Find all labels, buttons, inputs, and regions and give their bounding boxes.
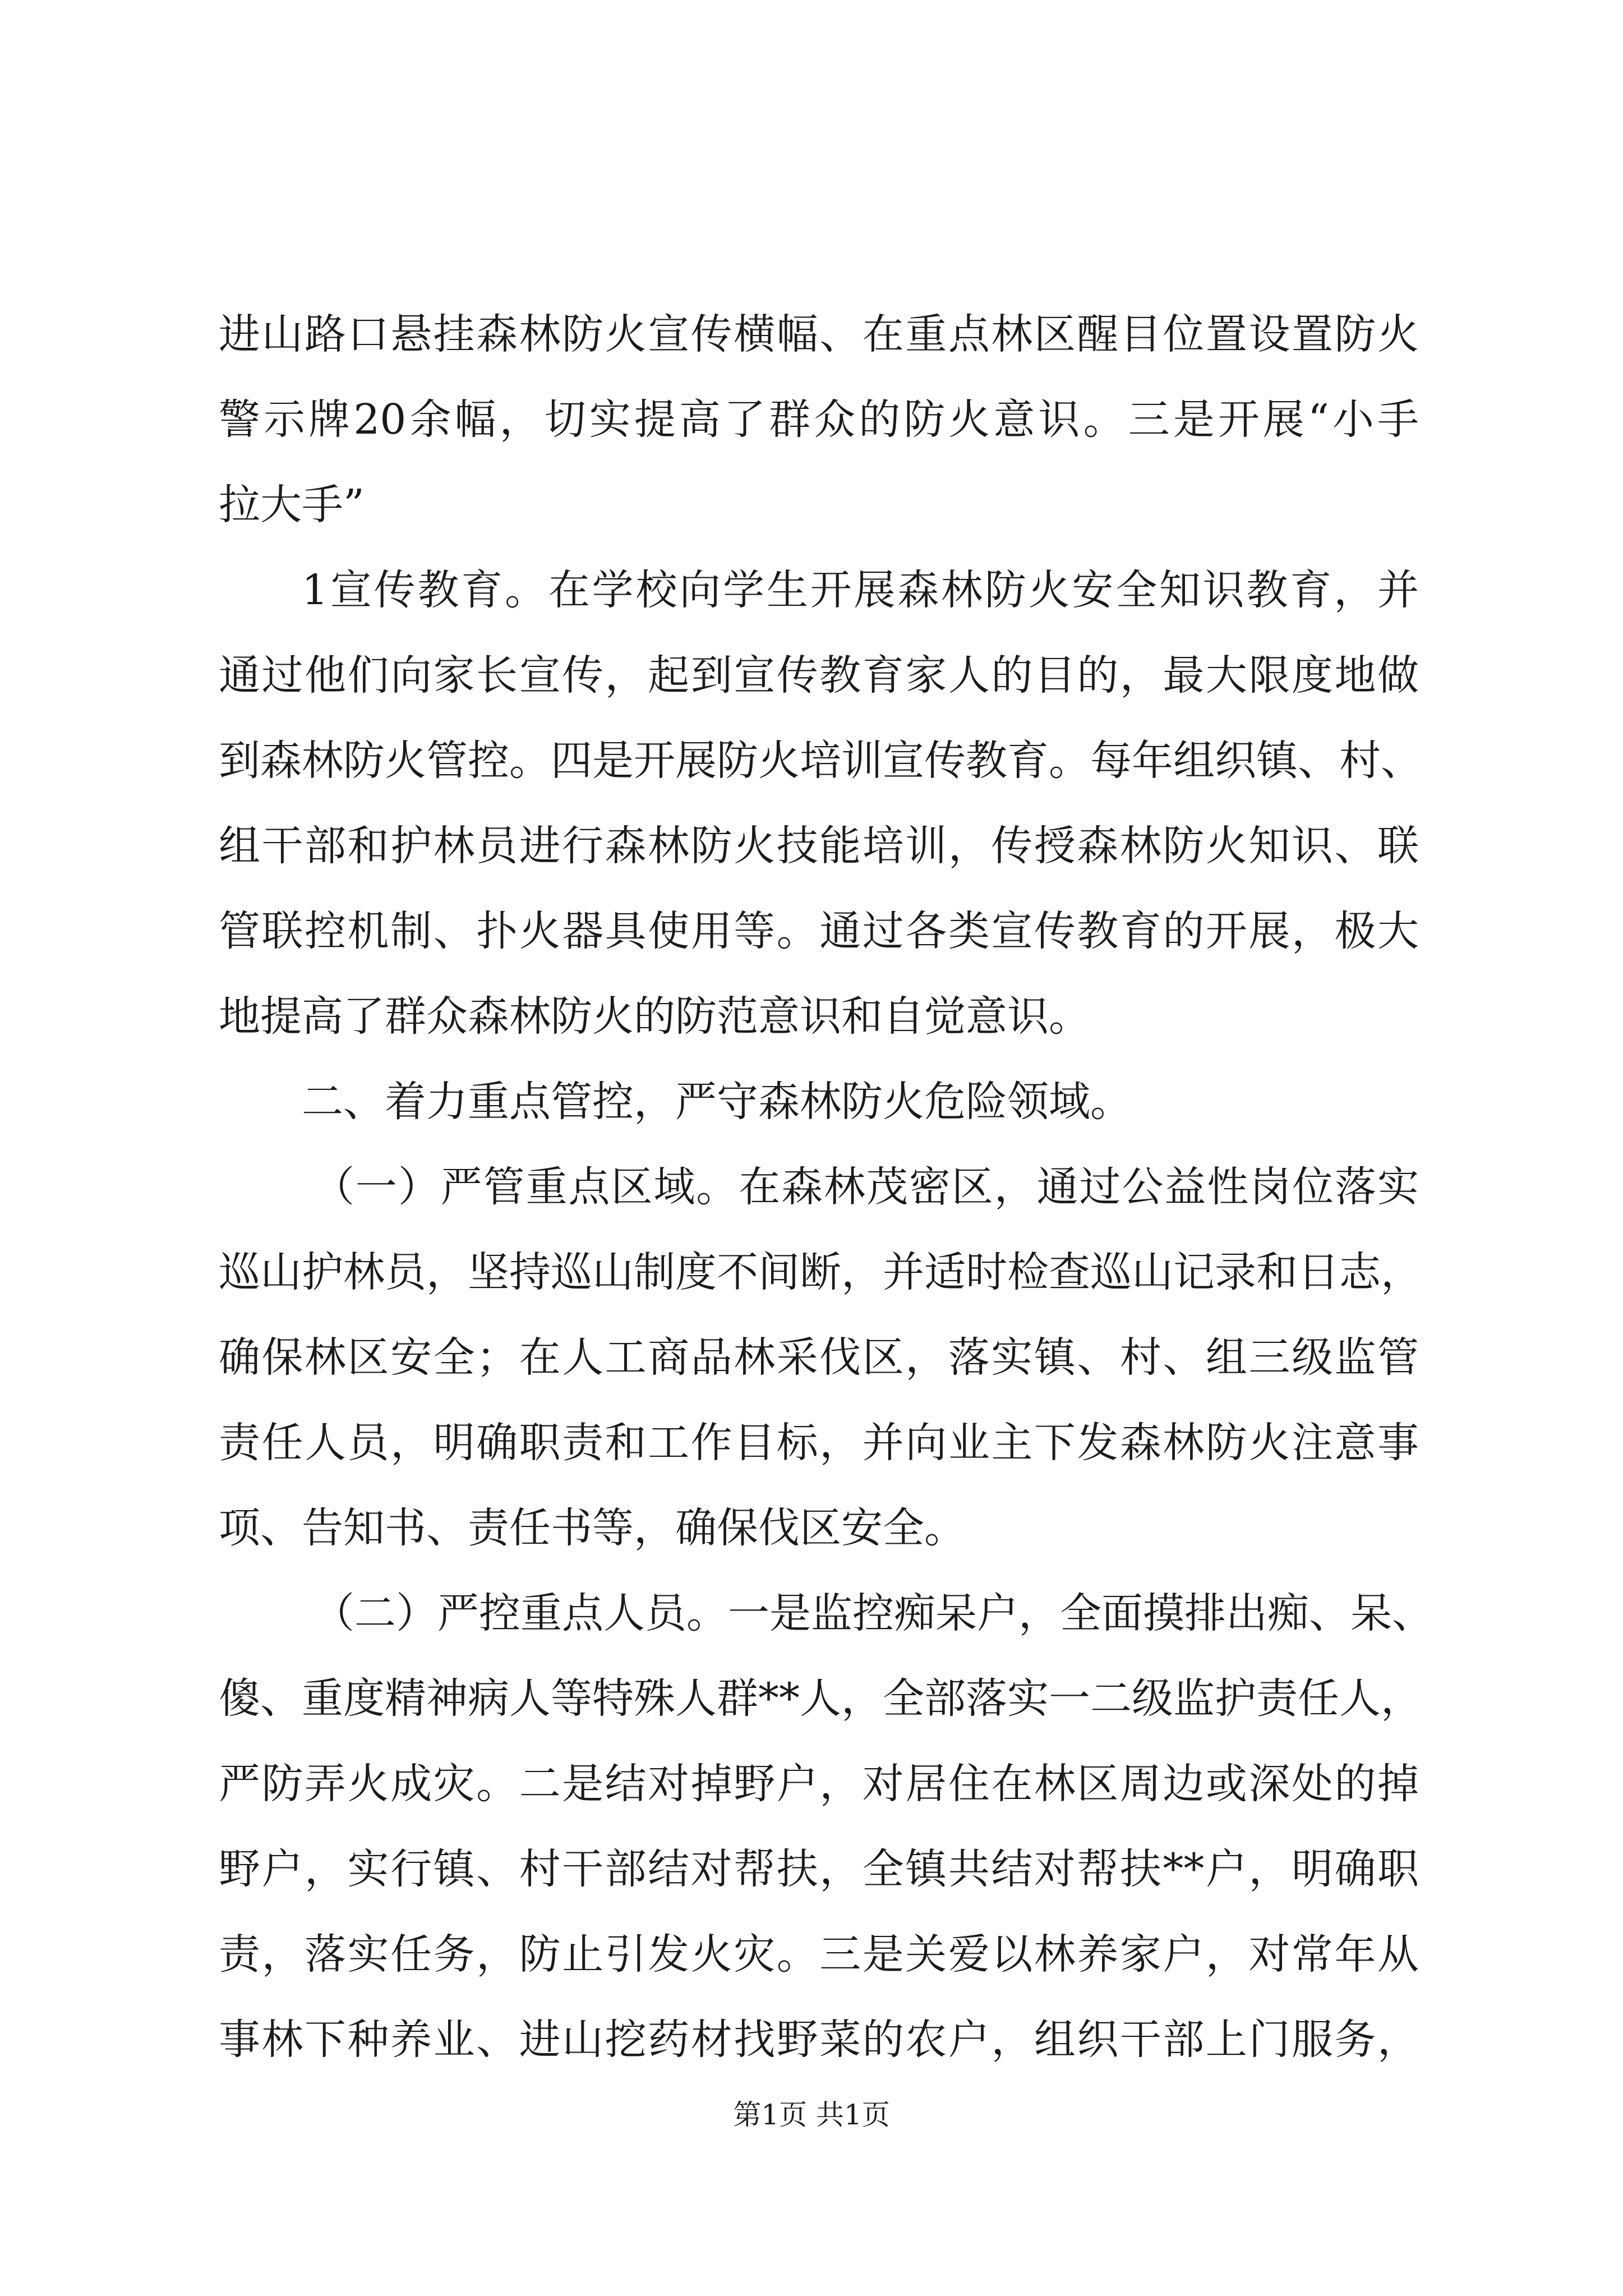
text-line: 事林下种养业、进山挖药材找野菜的农户，组织干部上门服务， [219, 2016, 1419, 2064]
paragraph-start-line: （二）严控重点人员。一是监控痴呆户，全面摸排出痴、呆、 [313, 1589, 1433, 1637]
text-line: 确保林区安全；在人工商品林采伐区，落实镇、村、组三级监管 [219, 1333, 1419, 1382]
text-line: 责，落实任务，防止引发火灾。三是关爱以林养家户，对常年从 [219, 1930, 1419, 1978]
text-line: 项、告知书、责任书等，确保伐区安全。 [219, 1504, 966, 1552]
text-line: 通过他们向家长宣传，起到宣传教育家人的目的，最大限度地做 [219, 651, 1419, 700]
text-line: 管联控机制、扑火器具使用等。通过各类宣传教育的开展，极大 [219, 907, 1419, 955]
page-footer: 第1页 共1页 [733, 2099, 890, 2131]
text-line: 傻、重度精神病人等特殊人群**人，全部落实一二级监护责任人， [219, 1674, 1422, 1723]
text-line: 警示牌20余幅，切实提高了群众的防火意识。三是开展“小手 [219, 395, 1419, 444]
text-line: 组干部和护林员进行森林防火技能培训，传授森林防火知识、联 [219, 822, 1419, 870]
text-line: 地提高了群众森林防火的防范意识和自觉意识。 [219, 992, 1090, 1041]
document-body [219, 292, 1433, 2082]
text-line: 拉大手” [219, 481, 365, 529]
text-line: 进山路口悬挂森林防火宣传横幅、在重点林区醒目位置设置防火 [219, 310, 1419, 358]
text-line: 严防弄火成灾。二是结对掉野户，对居住在林区周边或深处的掉 [219, 1760, 1419, 1808]
paragraph-start-line: 1宣传教育。在学校向学生开展森林防火安全知识教育，并 [302, 566, 1419, 614]
paragraph-start-line: （一）严管重点区域。在森林茂密区，通过公益性岗位落实 [313, 1163, 1419, 1211]
text-line: 巡山护林员，坚持巡山制度不间断，并适时检查巡山记录和日志， [219, 1248, 1422, 1296]
section-heading: 二、着力重点管控，严守森林防火危险领域。 [302, 1078, 1132, 1126]
text-line: 到森林防火管控。四是开展防火培训宣传教育。每年组织镇、村、 [219, 737, 1422, 785]
text-line: 野户，实行镇、村干部结对帮扶，全镇共结对帮扶**户，明确职 [219, 1845, 1419, 1893]
text-line: 责任人员，明确职责和工作目标，并向业主下发森林防火注意事 [219, 1419, 1419, 1467]
